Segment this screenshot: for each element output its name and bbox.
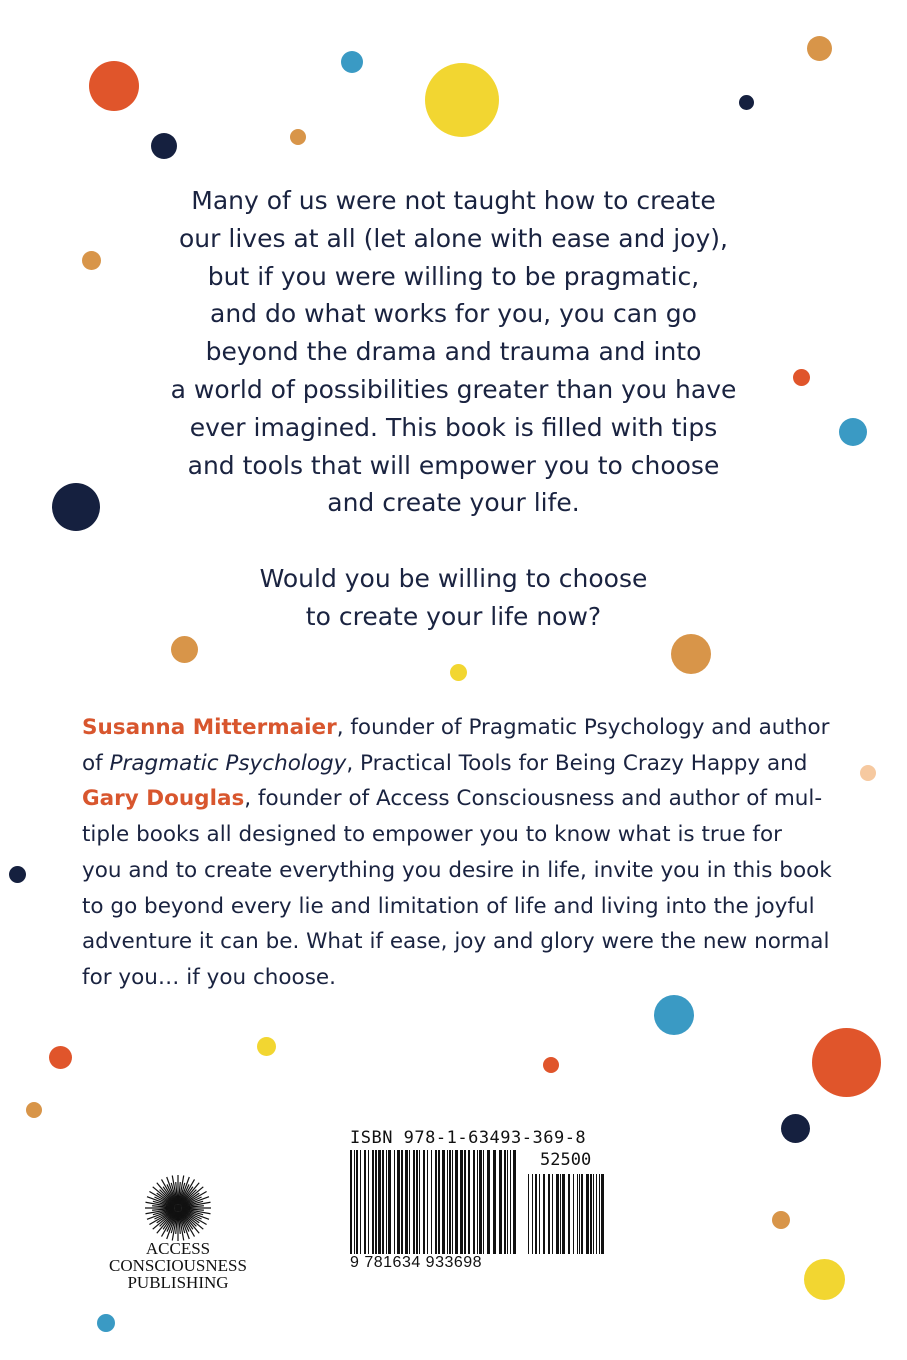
blurb-line: Many of us were not taught how to create [191,186,716,215]
barcode-bar [449,1150,451,1254]
blurb-line: and tools that will empower you to choose [187,450,720,480]
barcode-bar [507,1150,508,1254]
barcode-bar [560,1174,561,1254]
publisher-name-line: PUBLISHING [127,1273,229,1292]
barcode-bar [593,1174,594,1254]
barcode-bar [479,1150,482,1254]
dot-orange [812,1028,881,1097]
dot-navy [9,866,26,883]
bio-line: you and to create everything you desire in life, invite you in this book [82,857,832,883]
bio-line: tiple books all designed to empower you to know what is true for [82,822,782,848]
bio-text: , founder of Pragmatic Psychology and author [336,715,830,740]
barcode-bar [596,1174,597,1254]
barcode-bar [368,1150,369,1254]
barcode-bar [388,1150,391,1254]
barcode-bar [372,1150,374,1254]
barcode-bar [577,1174,578,1254]
question [120,560,787,636]
barcode-bar [409,1150,410,1254]
dot-teal [839,418,867,446]
barcode-bar [510,1150,511,1254]
barcode-bar [405,1150,408,1254]
isbn-digits: 9 781634 933698 [350,1254,483,1271]
barcode-bar [419,1150,420,1254]
barcode-bar [548,1174,550,1254]
publisher-name-line: ACCESS CONSCIOUSNESS [109,1239,247,1275]
dot-orange [89,61,139,111]
bio-line: to go beyond every lie and limitation of life and living into the joyful [82,893,815,919]
barcode-bar [416,1150,418,1254]
barcode-bar [356,1150,358,1254]
publisher-logo [78,1172,278,1292]
barcode-bar [573,1174,574,1254]
blurb-line: beyond the drama and trauma and into [205,337,702,367]
barcode-bar [568,1174,570,1254]
dot-tan [290,129,306,145]
barcode-bar [394,1150,395,1254]
sunburst-center [174,1204,182,1212]
barcode-bar [601,1174,604,1254]
barcode-bar [364,1150,366,1254]
barcode-bar [581,1174,583,1254]
dot-navy [151,133,177,159]
barcode-bar [513,1150,516,1254]
dot-tan [171,636,198,663]
bio-line [82,710,834,746]
barcode-bar [455,1150,458,1254]
dot-yellow [257,1037,276,1056]
barcode-bar [539,1174,540,1254]
barcode-bar [382,1150,384,1254]
barcode-bar [413,1150,415,1254]
blurb-line: a world of possibilities greater than you have [170,374,737,404]
bio-line [82,746,834,782]
bio-text: of [82,750,110,776]
dot-yellow [425,63,499,137]
barcode-bar [535,1174,537,1254]
barcode-bar [586,1174,589,1254]
dot-navy [52,483,100,531]
blurb-line: and do what works for you, you can go [210,299,697,329]
barcode-bar [435,1150,437,1254]
barcode-bar [499,1150,502,1254]
barcode-bar [477,1150,478,1254]
dot-navy [739,95,754,110]
blurb-line: ever imagined. This book is filled with tips [189,412,718,442]
dot-yellow [450,664,467,681]
dot-navy [781,1114,810,1143]
barcode-bar [378,1150,381,1254]
author-name: Gary Douglas [82,786,245,812]
barcode-bar [532,1174,533,1254]
bio-line [82,781,834,817]
barcode-bar [427,1150,428,1254]
dot-peach [860,765,876,781]
barcode-bar [504,1150,506,1254]
isbn-barcode [350,1128,610,1278]
dot-tan [82,251,101,270]
barcode-bar [452,1150,453,1254]
sunburst-icon [78,1172,278,1242]
barcode-bar [473,1150,475,1254]
barcode-bar [590,1174,592,1254]
barcode-bar [493,1150,496,1254]
barcode-bar [354,1150,355,1254]
barcode-bar [386,1150,387,1254]
question-line: Would you be willing to choose [259,564,648,593]
barcode-bar [599,1174,600,1254]
barcode-bar [447,1150,448,1254]
author-name: Susanna Mittermaier [82,715,337,740]
dot-teal [97,1314,115,1332]
isbn-label: ISBN 978-1-63493-369-8 [350,1128,587,1148]
barcode-bar [401,1150,403,1254]
author-bio [82,710,834,996]
dot-tan [26,1102,42,1118]
blurb-line: but if you were willing to be pragmatic, [207,261,700,291]
bio-text: , Practical Tools for Being Crazy Happy and [346,750,808,776]
book-title: Pragmatic Psychology [109,750,347,776]
dot-tan [671,634,711,674]
blurb-line: our lives at all (let alone with ease and joy), [179,223,728,253]
barcode-bar [375,1150,377,1254]
bio-line: for you… if you choose. [82,964,336,990]
barcode-bar [556,1174,559,1254]
barcode-bar [423,1150,425,1254]
bio-line: adventure it can be. What if ease, joy and glory were the new normal [82,929,830,955]
barcode-bar [552,1174,553,1254]
dot-orange [49,1046,72,1069]
question-line: to create your life now? [305,602,602,631]
dot-yellow [804,1259,845,1300]
dot-tan [772,1211,790,1229]
barcode-bar [460,1150,463,1254]
barcode-bar [468,1150,470,1254]
barcode-bar [487,1150,490,1254]
barcode-bar [543,1174,545,1254]
publisher-name [78,1240,278,1291]
dot-tan [807,36,832,61]
barcode-bar [431,1150,432,1254]
bio-text: , founder of Access Consciousness and author of mul- [244,786,823,812]
barcode-bar [562,1174,565,1254]
dot-teal [654,995,694,1035]
barcode-bar [438,1150,440,1254]
blurb-line: and create your life. [327,488,580,518]
barcode-bar [579,1174,580,1254]
barcode-bar [528,1174,529,1254]
price-code: 52500 [540,1150,592,1170]
barcode-bar [360,1150,361,1254]
blurb [120,182,787,522]
barcode-bar [483,1150,484,1254]
dot-orange [543,1057,559,1073]
dot-teal [341,51,363,73]
barcode-bar [464,1150,466,1254]
barcode-bar [397,1150,400,1254]
dot-orange [793,369,810,386]
barcode-bar [442,1150,445,1254]
barcode-bar [350,1150,352,1254]
